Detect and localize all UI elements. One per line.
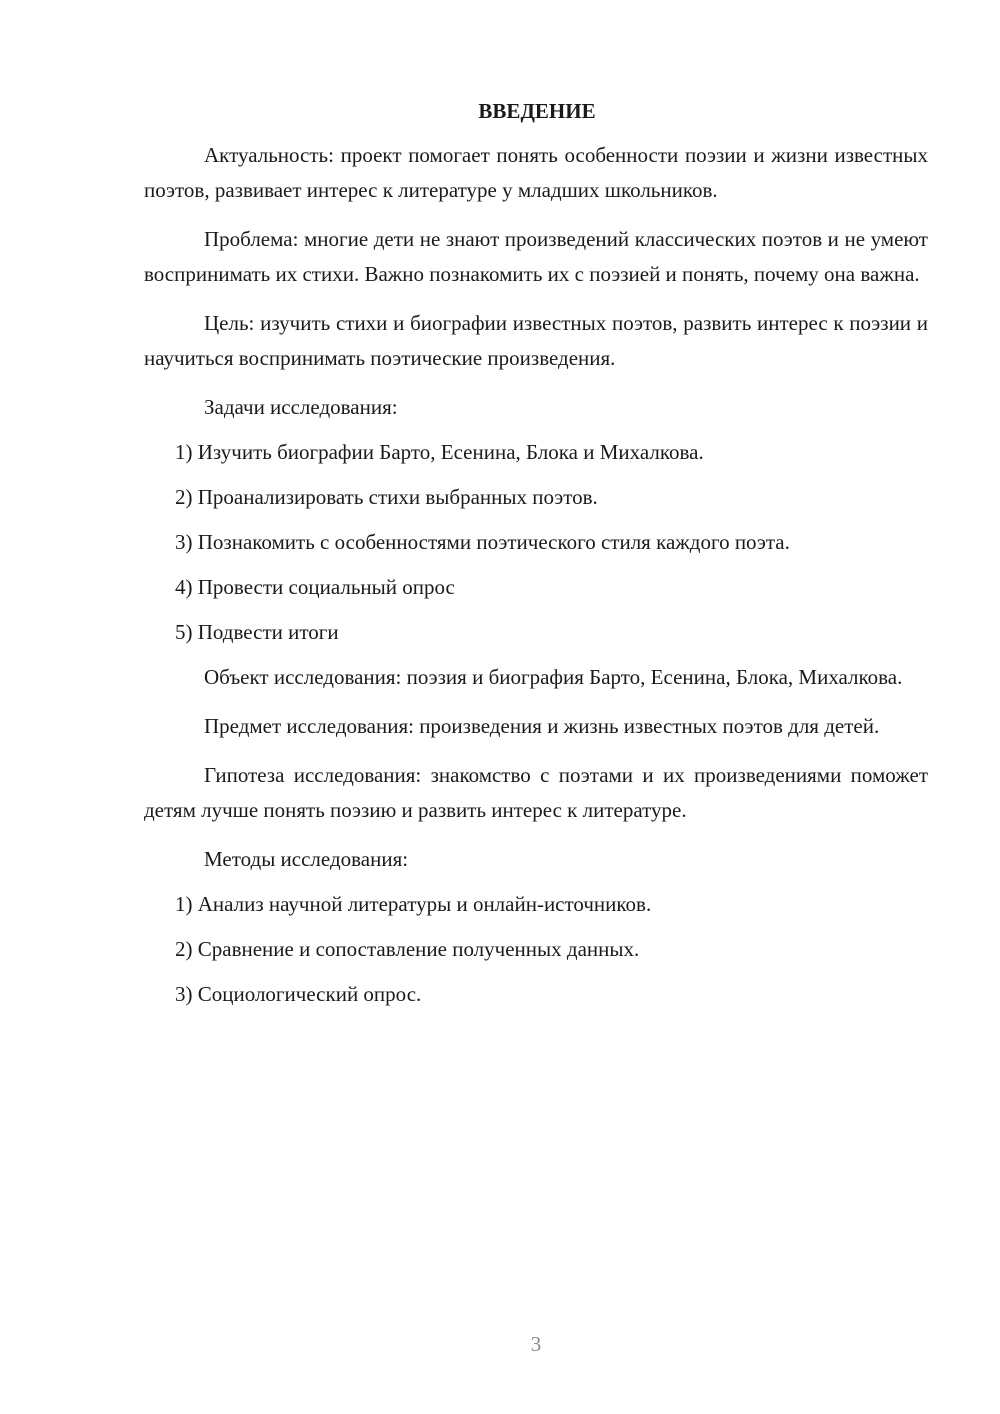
problem-paragraph: Проблема: многие дети не знают произведений классических поэтов и не умеют воспринимать их стихи. Важно познакомить их с поэзией и понять, почему она важна. — [144, 227, 928, 286]
goal-paragraph: Цель: изучить стихи и биографии известных поэтов, развить интерес к поэзии и научиться воспринимать поэтические произведения. — [144, 311, 928, 370]
list-item: 3) Социологический опрос. — [175, 982, 422, 1006]
page-number: 3 — [530, 1332, 542, 1356]
object-paragraph: Объект исследования: поэзия и биография Барто, Есенина, Блока, Михалкова. — [204, 665, 903, 689]
list-item: 1) Изучить биографии Барто, Есенина, Блока и Михалкова. — [175, 440, 704, 464]
list-item: 2) Сравнение и сопоставление полученных данных. — [175, 937, 640, 961]
list-item: 4) Провести социальный опрос — [175, 575, 455, 599]
list-item: 1) Анализ научной литературы и онлайн-источников. — [175, 892, 652, 916]
list-item: 3) Познакомить с особенностями поэтического стиля каждого поэта. — [175, 530, 790, 554]
list-item: 5) Подвести итоги — [175, 620, 339, 644]
hypothesis-paragraph: Гипотеза исследования: знакомство с поэтами и их произведениями поможет детям лучше понять поэзию и развить интерес к литературе. — [144, 763, 928, 822]
methods-heading: Методы исследования: — [204, 847, 409, 871]
page-title: ВВЕДЕНИЕ — [478, 99, 596, 123]
methods-list — [144, 887, 928, 1012]
list-item: 2) Проанализировать стихи выбранных поэтов. — [175, 485, 598, 509]
tasks-list — [144, 435, 928, 650]
relevance-paragraph: Актуальность: проект помогает понять особенности поэзии и жизни известных поэтов, развивает интерес к литературе у младших школьников. — [144, 143, 928, 202]
subject-paragraph: Предмет исследования: произведения и жизнь известных поэтов для детей. — [204, 714, 880, 738]
document-page — [144, 96, 928, 1022]
tasks-heading: Задачи исследования: — [204, 395, 398, 419]
